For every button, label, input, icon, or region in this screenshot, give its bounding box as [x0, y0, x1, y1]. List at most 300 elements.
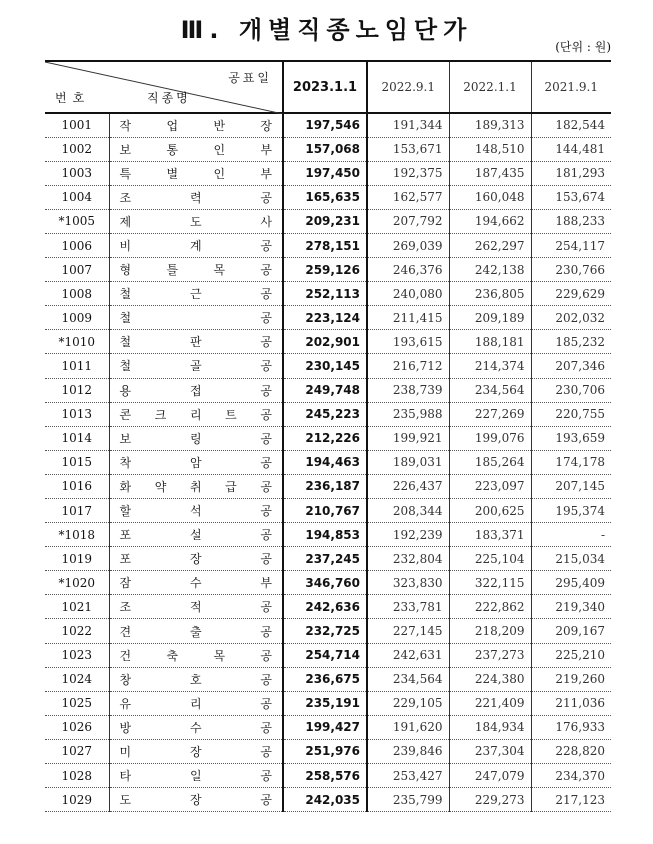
job-name-char: 부: [260, 166, 272, 181]
past-wage-2: 185,264: [449, 450, 531, 474]
job-name-char: 보: [119, 142, 132, 157]
table-row: [45, 547, 611, 571]
job-name-char: 공: [260, 504, 272, 519]
job-name-char: 장: [189, 793, 202, 808]
past-wage-3: 207,145: [531, 474, 611, 498]
job-name-char: 용: [119, 383, 132, 398]
job-name-char: 장: [260, 118, 272, 133]
job-name-char: 공: [260, 696, 272, 711]
job-name: [109, 595, 283, 619]
table-row: [45, 330, 611, 354]
row-number: 1004: [45, 185, 109, 209]
row-number: 1027: [45, 739, 109, 763]
job-name-char: 판: [189, 335, 202, 350]
table-row: [45, 450, 611, 474]
job-name-char: 방: [119, 720, 132, 735]
past-wage-3: 229,629: [531, 282, 611, 306]
past-wage-2: 229,273: [449, 788, 531, 812]
past-wage-3: 181,293: [531, 161, 611, 185]
past-wage-3: 211,036: [531, 691, 611, 715]
table-row: [45, 185, 611, 209]
past-wage-1: 162,577: [367, 185, 449, 209]
row-number: 1011: [45, 354, 109, 378]
current-wage: 278,151: [283, 233, 367, 257]
table-row: [45, 306, 611, 330]
past-wage-3: 215,034: [531, 547, 611, 571]
past-wage-2: 200,625: [449, 499, 531, 523]
current-wage: 165,635: [283, 185, 367, 209]
job-name-char: 도: [189, 214, 202, 229]
job-name: [109, 209, 283, 233]
past-wage-1: 235,799: [367, 788, 449, 812]
job-name-char: 도: [119, 793, 132, 808]
table-row: [45, 282, 611, 306]
table-row: [45, 426, 611, 450]
table-row: [45, 667, 611, 691]
row-number: 1015: [45, 450, 109, 474]
table-row: [45, 402, 611, 426]
past-wage-3: 153,674: [531, 185, 611, 209]
wage-table-body: [45, 61, 611, 812]
past-wage-3: 188,233: [531, 209, 611, 233]
job-name-char: 잠: [119, 576, 132, 591]
job-name-char: 취: [189, 479, 202, 494]
row-number: 1029: [45, 788, 109, 812]
table-row: [45, 739, 611, 763]
past-wage-1: 246,376: [367, 258, 449, 282]
past-wage-1: 232,804: [367, 547, 449, 571]
header-number-label: 번호: [55, 91, 91, 105]
job-name-char: 적: [189, 600, 202, 615]
job-name-char: 공: [260, 720, 272, 735]
past-wage-1: 234,564: [367, 667, 449, 691]
row-number: 1016: [45, 474, 109, 498]
past-wage-1: 199,921: [367, 426, 449, 450]
job-name-char: 공: [260, 431, 272, 446]
header-row: [45, 61, 611, 113]
job-name-char: 건: [119, 648, 132, 663]
table-row: [45, 378, 611, 402]
diagonal-header-cell: [45, 61, 283, 113]
job-name: [109, 258, 283, 282]
current-wage: 197,546: [283, 113, 367, 137]
table-row: [45, 137, 611, 161]
past-wage-3: 295,409: [531, 571, 611, 595]
job-name: [109, 113, 283, 137]
row-number: 1028: [45, 764, 109, 788]
job-name-char: 조: [119, 190, 132, 205]
past-wage-2: 237,304: [449, 739, 531, 763]
past-wage-2: 194,662: [449, 209, 531, 233]
past-wage-2: 234,564: [449, 378, 531, 402]
current-wage: 252,113: [283, 282, 367, 306]
past-wage-2: 237,273: [449, 643, 531, 667]
current-wage: 230,145: [283, 354, 367, 378]
past-wage-2: 160,048: [449, 185, 531, 209]
job-name-char: 수: [189, 576, 202, 591]
job-name-char: 공: [260, 744, 272, 759]
past-wage-2: 221,409: [449, 691, 531, 715]
past-wage-2: 247,079: [449, 764, 531, 788]
row-number: 1001: [45, 113, 109, 137]
past-wage-3: 144,481: [531, 137, 611, 161]
past-wage-1: 323,830: [367, 571, 449, 595]
current-wage: 245,223: [283, 402, 367, 426]
past-wage-1: 235,988: [367, 402, 449, 426]
job-name-char: 공: [260, 239, 272, 254]
job-name: [109, 378, 283, 402]
job-name-char: 통: [166, 142, 179, 157]
job-name-char: 공: [260, 335, 272, 350]
table-row: [45, 643, 611, 667]
job-name-char: 목: [213, 263, 226, 278]
job-name-char: 포: [119, 552, 132, 567]
past-wage-1: 269,039: [367, 233, 449, 257]
past-wage-2: 227,269: [449, 402, 531, 426]
job-name: [109, 643, 283, 667]
job-name: [109, 788, 283, 812]
past-wage-3: 225,210: [531, 643, 611, 667]
past-wage-1: 207,792: [367, 209, 449, 233]
past-wage-3: 217,123: [531, 788, 611, 812]
job-name: [109, 764, 283, 788]
job-name: [109, 739, 283, 763]
job-name: [109, 233, 283, 257]
table-row: [45, 571, 611, 595]
current-wage: 242,636: [283, 595, 367, 619]
past-wage-1: 238,739: [367, 378, 449, 402]
table-row: [45, 233, 611, 257]
table-row: [45, 595, 611, 619]
past-wage-1: 189,031: [367, 450, 449, 474]
job-name: [109, 354, 283, 378]
row-number: 1002: [45, 137, 109, 161]
current-wage: 157,068: [283, 137, 367, 161]
job-name-char: 공: [260, 600, 272, 615]
job-name-char: 근: [189, 287, 202, 302]
row-number: 1017: [45, 499, 109, 523]
current-wage: 212,226: [283, 426, 367, 450]
job-name-char: 장: [189, 552, 202, 567]
row-number: 1021: [45, 595, 109, 619]
past-wage-3: 193,659: [531, 426, 611, 450]
past-wage-1: 153,671: [367, 137, 449, 161]
past-wage-3: 182,544: [531, 113, 611, 137]
table-row: [45, 354, 611, 378]
current-wage: 199,427: [283, 715, 367, 739]
job-name-char: 설: [189, 528, 202, 543]
past-wage-3: -: [531, 523, 611, 547]
job-name-char: 별: [166, 166, 179, 181]
past-wage-1: 242,631: [367, 643, 449, 667]
job-name-char: 호: [189, 672, 202, 687]
job-name: [109, 185, 283, 209]
past-wage-1: 193,615: [367, 330, 449, 354]
job-name-char: 공: [260, 383, 272, 398]
job-name-char: 공: [260, 287, 272, 302]
job-name: [109, 161, 283, 185]
current-wage: 254,714: [283, 643, 367, 667]
job-name-char: 일: [189, 769, 202, 784]
job-name-char: 공: [260, 552, 272, 567]
table-row: [45, 715, 611, 739]
past-wage-3: 195,374: [531, 499, 611, 523]
current-wage: 194,463: [283, 450, 367, 474]
past-wage-3: 254,117: [531, 233, 611, 257]
job-name-char: 공: [260, 263, 272, 278]
job-name-char: 부: [260, 576, 272, 591]
row-number: *1010: [45, 330, 109, 354]
past-wage-2: 236,805: [449, 282, 531, 306]
wage-table: [45, 60, 611, 812]
table-row: [45, 691, 611, 715]
job-name-char: 부: [260, 142, 272, 157]
current-wage: 223,124: [283, 306, 367, 330]
row-number: 1022: [45, 619, 109, 643]
past-wage-2: 184,934: [449, 715, 531, 739]
past-wage-2: 148,510: [449, 137, 531, 161]
job-name-char: 트: [225, 407, 237, 422]
job-name-char: 급: [225, 479, 237, 494]
table-row: [45, 619, 611, 643]
past-wage-1: 216,712: [367, 354, 449, 378]
job-name: [109, 402, 283, 426]
job-name-char: 제: [119, 214, 132, 229]
job-name-char: 사: [260, 214, 272, 229]
job-name-char: 력: [189, 190, 202, 205]
past-wage-2: 223,097: [449, 474, 531, 498]
current-wage: 210,767: [283, 499, 367, 523]
past-wage-3: 230,766: [531, 258, 611, 282]
row-number: *1020: [45, 571, 109, 595]
job-name-char: 골: [189, 359, 202, 374]
table-row: [45, 764, 611, 788]
job-name: [109, 715, 283, 739]
job-name-char: 콘: [119, 407, 132, 422]
job-name-char: 리: [189, 696, 202, 711]
job-name-char: 크: [154, 407, 167, 422]
table-row: [45, 474, 611, 498]
past-wage-1: 191,344: [367, 113, 449, 137]
current-wage: 197,450: [283, 161, 367, 185]
job-name-char: 공: [260, 528, 272, 543]
job-name-char: 공: [260, 311, 272, 326]
current-wage: 236,675: [283, 667, 367, 691]
job-name-char: 리: [189, 407, 202, 422]
job-name-char: 철: [119, 335, 132, 350]
job-name-char: 약: [154, 479, 167, 494]
current-wage: 237,245: [283, 547, 367, 571]
past-wage-2: 188,181: [449, 330, 531, 354]
job-name: [109, 619, 283, 643]
header-date-1: 2022.9.1: [367, 61, 449, 113]
past-wage-1: 211,415: [367, 306, 449, 330]
past-wage-3: 202,032: [531, 306, 611, 330]
job-name-char: 비: [119, 239, 132, 254]
past-wage-1: 253,427: [367, 764, 449, 788]
header-job-label: 직종명: [147, 91, 191, 105]
job-name-char: 할: [119, 504, 132, 519]
job-name: [109, 474, 283, 498]
job-name-char: 공: [260, 359, 272, 374]
job-name-char: 공: [260, 624, 272, 639]
job-name-char: 접: [189, 383, 202, 398]
job-name-char: 철: [119, 359, 132, 374]
job-name-char: 출: [189, 624, 202, 639]
job-name-char: 작: [119, 118, 132, 133]
past-wage-3: 176,933: [531, 715, 611, 739]
current-wage: 259,126: [283, 258, 367, 282]
job-name: [109, 137, 283, 161]
table-row: [45, 209, 611, 233]
past-wage-2: 242,138: [449, 258, 531, 282]
past-wage-1: 239,846: [367, 739, 449, 763]
table-row: [45, 788, 611, 812]
job-name: [109, 426, 283, 450]
job-name-char: 착: [119, 455, 132, 470]
past-wage-2: 322,115: [449, 571, 531, 595]
job-name-char: 인: [213, 142, 226, 157]
job-name: [109, 330, 283, 354]
job-name-char: 화: [119, 479, 132, 494]
job-name-char: 링: [189, 431, 202, 446]
job-name: [109, 306, 283, 330]
job-name-char: 공: [260, 769, 272, 784]
job-name-char: 공: [260, 407, 272, 422]
current-wage: 346,760: [283, 571, 367, 595]
past-wage-3: 220,755: [531, 402, 611, 426]
current-wage: 194,853: [283, 523, 367, 547]
job-name-char: 철: [119, 311, 132, 326]
past-wage-1: 192,239: [367, 523, 449, 547]
job-name-char: 공: [260, 793, 272, 808]
table-row: [45, 523, 611, 547]
job-name-char: 조: [119, 600, 132, 615]
past-wage-1: 191,620: [367, 715, 449, 739]
past-wage-2: 262,297: [449, 233, 531, 257]
job-name-char: 보: [119, 431, 132, 446]
current-wage: 209,231: [283, 209, 367, 233]
row-number: *1005: [45, 209, 109, 233]
job-name-char: 공: [260, 455, 272, 470]
job-name: [109, 547, 283, 571]
past-wage-3: 219,340: [531, 595, 611, 619]
job-name-char: 틀: [166, 263, 179, 278]
table-row: [45, 113, 611, 137]
job-name-char: 견: [119, 624, 132, 639]
job-name-char: 형: [119, 263, 132, 278]
row-number: 1012: [45, 378, 109, 402]
table-row: [45, 161, 611, 185]
job-name-char: 공: [260, 648, 272, 663]
row-number: 1007: [45, 258, 109, 282]
unit-label: (단위 : 원): [555, 40, 611, 54]
job-name-char: 인: [213, 166, 226, 181]
current-wage: 232,725: [283, 619, 367, 643]
job-name-char: 목: [213, 648, 226, 663]
job-name-char: 석: [189, 504, 202, 519]
row-number: 1023: [45, 643, 109, 667]
past-wage-2: 189,313: [449, 113, 531, 137]
job-name-char: 공: [260, 479, 272, 494]
past-wage-2: 222,862: [449, 595, 531, 619]
row-number: 1009: [45, 306, 109, 330]
job-name-char: 특: [119, 166, 132, 181]
job-name: [109, 571, 283, 595]
job-name-char: 장: [189, 744, 202, 759]
past-wage-2: 209,189: [449, 306, 531, 330]
current-wage: 249,748: [283, 378, 367, 402]
row-number: 1003: [45, 161, 109, 185]
table-row: [45, 258, 611, 282]
job-name-char: 타: [119, 769, 132, 784]
current-wage: 242,035: [283, 788, 367, 812]
row-number: 1024: [45, 667, 109, 691]
row-number: 1026: [45, 715, 109, 739]
job-name: [109, 667, 283, 691]
past-wage-3: 234,370: [531, 764, 611, 788]
past-wage-1: 240,080: [367, 282, 449, 306]
past-wage-1: 227,145: [367, 619, 449, 643]
job-name-char: 계: [189, 239, 202, 254]
past-wage-1: 226,437: [367, 474, 449, 498]
current-wage: 251,976: [283, 739, 367, 763]
past-wage-3: 185,232: [531, 330, 611, 354]
header-date-label: 공표일: [228, 71, 272, 85]
current-wage: 202,901: [283, 330, 367, 354]
past-wage-1: 229,105: [367, 691, 449, 715]
row-number: *1018: [45, 523, 109, 547]
job-name: [109, 523, 283, 547]
table-row: [45, 499, 611, 523]
header-date-2: 2022.1.1: [449, 61, 531, 113]
past-wage-2: 224,380: [449, 667, 531, 691]
header-date-3: 2021.9.1: [531, 61, 611, 113]
past-wage-3: 174,178: [531, 450, 611, 474]
job-name-char: 수: [189, 720, 202, 735]
job-name-char: 공: [260, 190, 272, 205]
past-wage-1: 192,375: [367, 161, 449, 185]
current-wage: 235,191: [283, 691, 367, 715]
past-wage-3: 228,820: [531, 739, 611, 763]
row-number: 1019: [45, 547, 109, 571]
job-name-char: 유: [119, 696, 132, 711]
row-number: 1006: [45, 233, 109, 257]
past-wage-3: 207,346: [531, 354, 611, 378]
job-name: [109, 691, 283, 715]
past-wage-2: 218,209: [449, 619, 531, 643]
job-name-char: 포: [119, 528, 132, 543]
job-name: [109, 282, 283, 306]
current-wage: 258,576: [283, 764, 367, 788]
past-wage-2: 187,435: [449, 161, 531, 185]
job-name: [109, 499, 283, 523]
row-number: 1008: [45, 282, 109, 306]
job-name-char: 창: [119, 672, 132, 687]
job-name-char: 암: [189, 455, 202, 470]
past-wage-3: 219,260: [531, 667, 611, 691]
current-wage: 236,187: [283, 474, 367, 498]
job-name-char: 축: [166, 648, 179, 663]
past-wage-2: 225,104: [449, 547, 531, 571]
job-name-char: 철: [119, 287, 132, 302]
job-name-char: 미: [119, 744, 132, 759]
row-number: 1014: [45, 426, 109, 450]
page-title: Ⅲ. 개별직종노임단가: [180, 16, 473, 44]
job-name-char: 공: [260, 672, 272, 687]
row-number: 1013: [45, 402, 109, 426]
row-number: 1025: [45, 691, 109, 715]
